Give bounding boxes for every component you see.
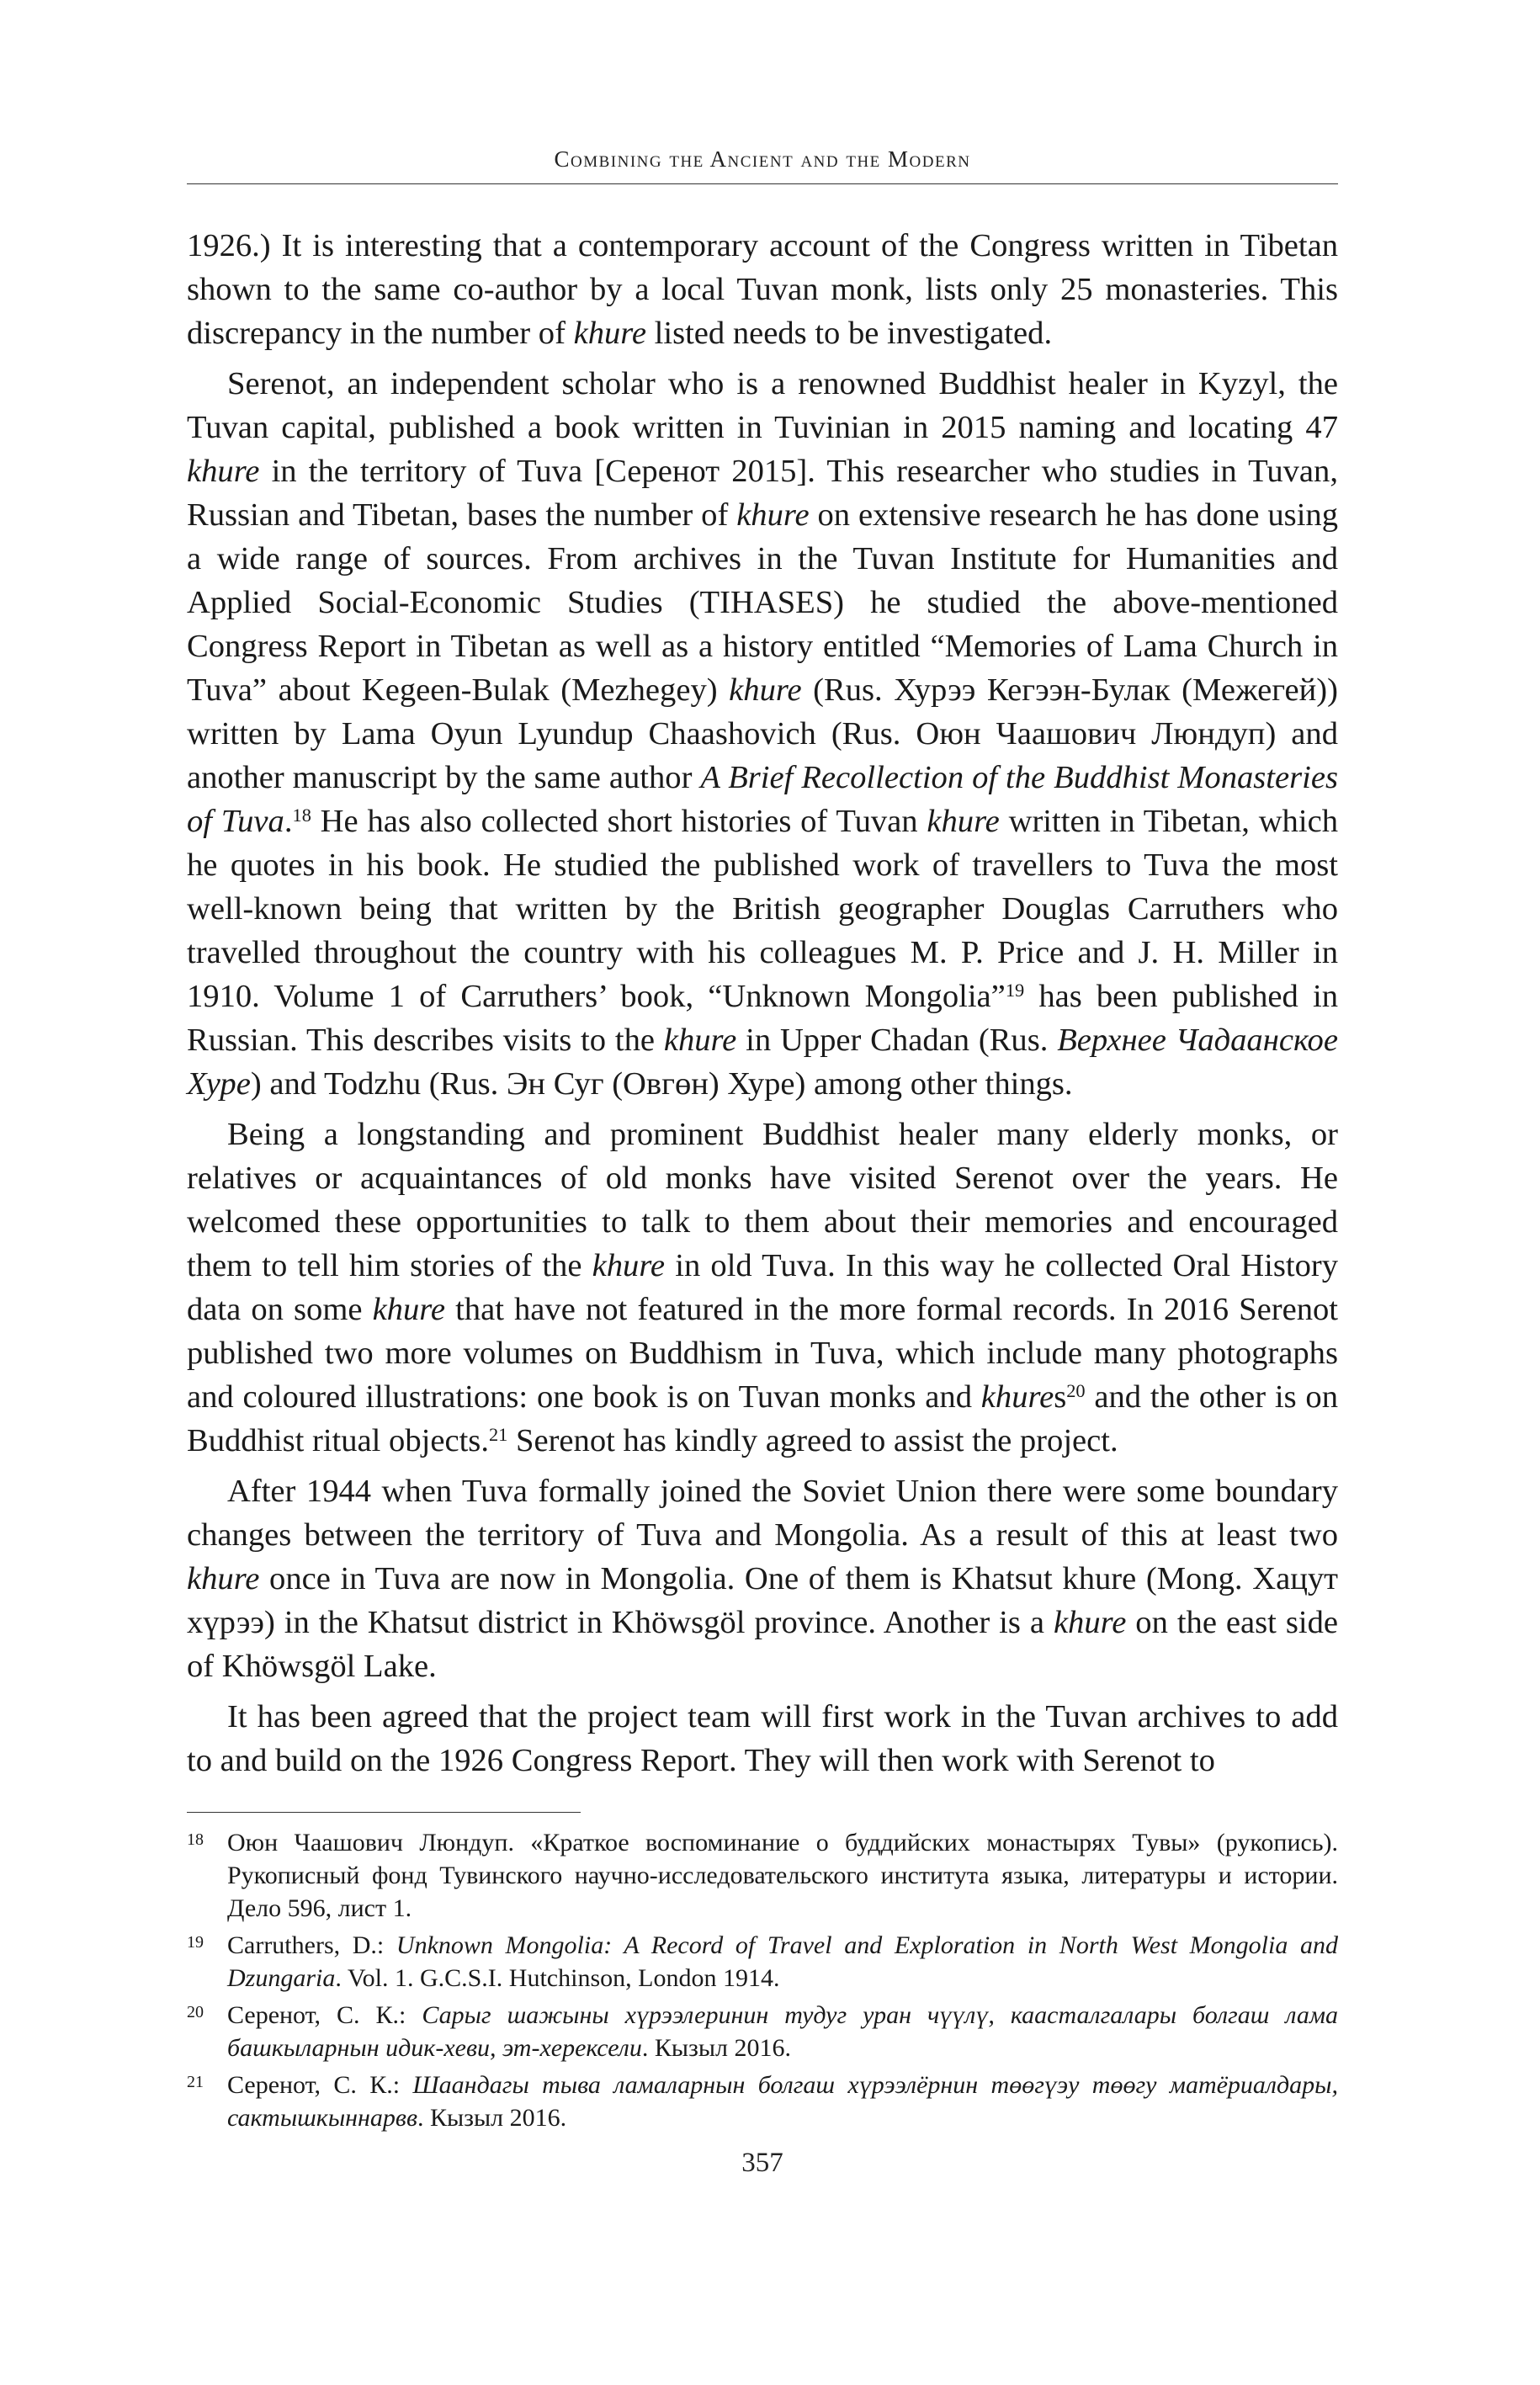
italic-text: khure (187, 454, 260, 489)
text-run: has been published in Russian. This describes visits to the (187, 979, 1338, 1058)
text-run: and the other is on Buddhist ritual objects. (187, 1379, 1338, 1458)
italic-text: A Brief Recollection of the Buddhist Monasteries of Tuva (187, 760, 1338, 839)
footnote-number: 20 (187, 2003, 204, 2021)
running-head: Combining the Ancient and the Modern (554, 146, 971, 172)
text-run: 1926.) It is interesting that a contemporary account of the Congress written in Tibetan shown to the same co-author by a local Tuvan monk, lists only 25 monasteries. This discrepancy in the number of (187, 228, 1338, 351)
italic-text: khure (980, 1379, 1054, 1415)
text-run: . Кызыл 2016. (641, 2034, 792, 2062)
text-run: once in Tuva are now in Mongolia. One of them is Khatsut khure (Mong. Хацут хүрээ) in the Khatsut district in Khöwsgöl province. Another is a (187, 1561, 1338, 1640)
italic-text: Шаандагы тыва ламаларнын болгаш хүрээлёрнин төөгүэу төөгу матёриалдары, сактышкыннарвв (227, 2071, 1338, 2132)
text-run: written in Tibetan, which he quotes in his book. He studied the published work of travellers to Tuva the most well-known being that written by the British geographer Douglas Carruthers who travelled throughout the country with his colleagues M. P. Price and J. H. Miller in 1910. Volume 1 of Carruthers’ book, “Unknown Mongolia” (187, 804, 1338, 1014)
text-run: listed needs to be investigated. (645, 316, 1053, 351)
text-run: ) and Todzhu (Rus. Эн Суг (Овгөн) Хуре) among other things. (250, 1066, 1073, 1102)
book-page (187, 0, 1338, 2385)
italic-text: khure (372, 1292, 445, 1327)
footnote-ref: 18 (292, 804, 311, 826)
italic-text: khure (729, 672, 802, 708)
text-run: Being a longstanding and prominent Buddhist healer many elderly monks, or relatives or acquaintances of old monks have visited Serenot over the years. He welcomed these opportunities to talk to them about their memories and encouraged them to tell him stories of the (187, 1117, 1338, 1283)
footnote-ref: 19 (1005, 979, 1025, 1001)
text-run: that have not featured in the more formal records. In 2016 Serenot published two more volumes on Buddhism in Tuva, which include many photographs and coloured illustrations: one book is on Tuvan monks and (187, 1292, 1339, 1415)
text-run: It has been agreed that the project team will first work in the Tuvan archives to add to and build on the 1926 Congress Report. They will then work with Serenot to (187, 1699, 1338, 1778)
footnote (187, 1999, 1338, 2064)
footnote (187, 1826, 1338, 1925)
body-text (187, 224, 1338, 1789)
text-run: Серенот, С. К.: (227, 2071, 413, 2099)
text-run: Serenot has kindly agreed to assist the project. (507, 1423, 1118, 1458)
paragraph (187, 1469, 1338, 1688)
footnote-ref: 20 (1066, 1379, 1086, 1401)
footnote-number: 21 (187, 2073, 204, 2091)
footnote-number: 19 (187, 1933, 204, 1952)
italic-text: khure (663, 1023, 737, 1058)
text-run: After 1944 when Tuva formally joined the Soviet Union there were some boundary changes between the territory of Tuva and Mongolia. As a result of this at least two (187, 1474, 1338, 1553)
italic-text: khure (573, 316, 646, 351)
italic-text: khure (927, 804, 1000, 839)
paragraph (187, 224, 1338, 355)
text-run: s (1054, 1379, 1067, 1415)
italic-text: Unknown Mongolia: A Record of Travel and Exploration in North West Mongolia and Dzungaria (227, 1931, 1338, 1992)
text-run: (Rus. Хурээ Кегээн-Булак (Межегей)) written by Lama Oyun Lyundup Chaashovich (Rus. Оюн Чаашович Люндуп) and another manuscript by the same author (187, 672, 1338, 795)
text-run: on the east side of Khöwsgöl Lake. (187, 1605, 1338, 1684)
text-run: He has also collected short histories of Tuvan (311, 804, 927, 839)
footnote-separator (187, 1812, 581, 1813)
text-run: in old Tuva. In this way he collected Oral History data on some (187, 1248, 1339, 1327)
text-run: Оюн Чаашович Люндуп. «Краткое воспоминание о буддийских монастырях Тувы» (рукопись). Рукописный фонд Тувинского научно-исследовательского института языка, литературы и истории. Дело 596, лист 1. (227, 1829, 1338, 1922)
italic-text: Верхнее Чадаанское Хуре (187, 1023, 1338, 1102)
italic-text: Сарыг шажыны хүрээлеринин тудуг уран чүүлү, каасталгалары болгаш лама башкыларнын идик-хеви, эт-херексели (227, 2001, 1338, 2062)
italic-text: khure (187, 1561, 260, 1596)
footnote (187, 1929, 1338, 1995)
text-run: in Upper Chadan (Rus. (736, 1023, 1058, 1058)
page-number: 357 (741, 2148, 783, 2178)
footnote (187, 2069, 1338, 2134)
text-run: . (284, 804, 293, 839)
text-run: . Кызыл 2016. (417, 2104, 567, 2132)
italic-text: khure (592, 1248, 666, 1283)
text-run: Carruthers, D.: (227, 1931, 396, 1959)
paragraph (187, 1113, 1338, 1463)
italic-text: khure (1053, 1605, 1127, 1640)
header-rule (187, 183, 1338, 184)
text-run: Serenot, an independent scholar who is a renowned Buddhist healer in Kyzyl, the Tuvan capital, published a book written in Tuvinian in 2015 naming and locating 47 (187, 366, 1338, 445)
footnotes (187, 1826, 1338, 2138)
text-run: Серенот, С. К.: (227, 2001, 422, 2029)
text-run: on extensive research he has done using a wide range of sources. From archives in the Tuvan Institute for Humanities and Applied Social-Economic Studies (TIHASES) he studied the above-mentioned Congress Report in Tibetan as well as a history entitled “Memories of Lama Church in Tuva” about Kegeen-Bulak (Mezhegey) (187, 497, 1338, 708)
italic-text: khure (736, 497, 810, 533)
footnote-ref: 21 (488, 1423, 508, 1445)
text-run: in the territory of Tuva [Серенот 2015]. This researcher who studies in Tuvan, Russian and Tibetan, bases the number of (187, 454, 1338, 533)
footnote-number: 18 (187, 1830, 204, 1849)
text-run: . Vol. 1. G.C.S.I. Hutchinson, London 1914. (335, 1964, 780, 1992)
paragraph (187, 1695, 1338, 1782)
paragraph (187, 362, 1338, 1106)
